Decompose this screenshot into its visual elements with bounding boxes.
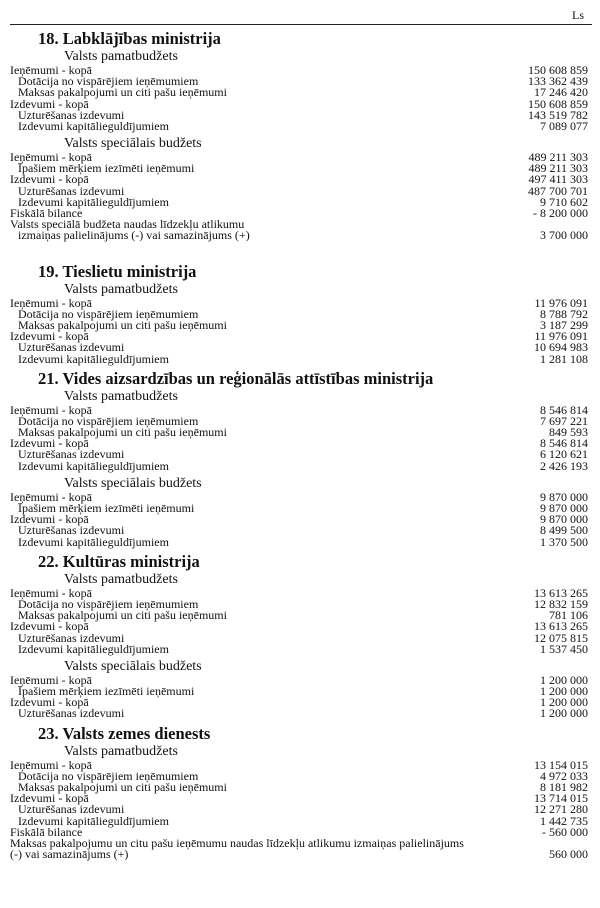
row-value: 1 281 108 [540, 351, 588, 366]
row-label: Ieņēmumi - kopā [10, 489, 92, 504]
budget-row [10, 427, 588, 438]
section-spacer [10, 242, 588, 262]
row-label: Izdevumi - kopā [10, 695, 89, 710]
row-label: Uzturēšanas izdevumi [18, 340, 125, 355]
budget-title: Valsts pamatbudžets [64, 49, 178, 64]
row-value: 9 870 000 [540, 489, 588, 504]
row-label: Izdevumi - kopā [10, 329, 89, 344]
row-value: 6 120 621 [540, 447, 588, 462]
row-value: 4 972 033 [540, 768, 588, 783]
ministry-title: 22. Kultūras ministrija [38, 551, 200, 571]
row-label: izmaiņas palielinājums (-) vai samazinājums (+) [18, 228, 250, 243]
row-value: 8 181 982 [540, 780, 588, 795]
budget-title: Valsts speciālais budžets [64, 136, 202, 152]
row-label: Maksas pakalpojumi un citi pašu ieņēmumi [18, 317, 227, 332]
row-value: 8 499 500 [540, 523, 588, 538]
row-label: Īpašiem mērķiem iezīmēti ieņēmumi [18, 501, 195, 516]
row-value: 12 271 280 [534, 802, 588, 817]
ministry-title: 19. Tieslietu ministrija [38, 261, 197, 281]
row-value: 8 546 814 [540, 402, 588, 417]
row-label: Dotācija no vispārējiem ieņēmumiem [18, 74, 199, 89]
currency-unit: Ls [572, 8, 584, 22]
row-label: Izdevumi kapitālieguldījumiem [18, 813, 169, 828]
row-value: 1 200 000 [540, 684, 588, 699]
row-value: 1 200 000 [540, 695, 588, 710]
budget-content [10, 29, 588, 860]
row-value: 13 714 015 [534, 791, 588, 806]
row-value: 11 976 091 [534, 329, 588, 344]
row-label: Uzturēšanas izdevumi [18, 183, 125, 198]
row-value: 7 697 221 [540, 413, 588, 428]
ministry-title: 21. Vides aizsardzības un reģionālās attīstības ministrija [38, 368, 434, 388]
row-label: Maksas pakalpojumi un citi pašu ieņēmumi [18, 85, 227, 100]
row-value: 1 537 450 [540, 641, 588, 656]
budget-row [10, 503, 588, 514]
row-label: Maksas pakalpojumu un citu pašu ieņēmumu naudas līdzekļu atlikumu izmaiņas palielinājums (-) vai samazinājums (+) [10, 835, 464, 861]
budget-row [10, 534, 588, 549]
budget-row [10, 163, 588, 174]
row-value: 1 200 000 [540, 706, 588, 721]
ministry-title: 23. Valsts zemes dienests [38, 723, 211, 743]
row-value: 10 694 983 [534, 340, 588, 355]
row-label: Ieņēmumi - kopā [10, 295, 92, 310]
row-label: Izdevumi kapitālieguldījumiem [18, 351, 169, 366]
row-value: 12 832 159 [534, 596, 588, 611]
row-value: 9 870 000 [540, 501, 588, 516]
budget-row [10, 782, 588, 793]
row-value: 2 426 193 [540, 458, 588, 473]
budget-row [10, 317, 588, 332]
budget-title: Valsts pamatbudžets [64, 743, 178, 759]
row-value: 8 546 814 [540, 436, 588, 451]
row-value: - 560 000 [542, 824, 588, 839]
row-value: 11 976 091 [534, 295, 588, 310]
ministry-section [10, 262, 588, 365]
row-label: Izdevumi - kopā [10, 172, 89, 187]
row-label: Izdevumi kapitālieguldījumiem [18, 534, 169, 549]
ministry-section [10, 552, 588, 720]
row-label: Dotācija no vispārējiem ieņēmumiem [18, 306, 199, 321]
row-value: 781 106 [549, 608, 588, 623]
row-value: - 8 200 000 [533, 206, 588, 221]
row-label: Ieņēmumi - kopā [10, 757, 92, 772]
row-label: Izdevumi kapitālieguldījumiem [18, 118, 169, 133]
row-label: Dotācija no vispārējiem ieņēmumiem [18, 413, 199, 428]
row-label: Uzturēšanas izdevumi [18, 523, 125, 538]
row-label: Uzturēšanas izdevumi [18, 107, 125, 122]
row-value: 13 154 015 [534, 757, 588, 772]
row-value: 560 000 [549, 846, 588, 861]
row-label: Dotācija no vispārējiem ieņēmumiem [18, 596, 199, 611]
row-value: 8 788 792 [540, 306, 588, 321]
row-value: 150 608 859 [528, 96, 588, 111]
budget-row [10, 610, 588, 621]
row-label: Izdevumi kapitālieguldījumiem [18, 641, 169, 656]
row-label: Maksas pakalpojumi un citi pašu ieņēmumi [18, 425, 227, 440]
budget-row [10, 706, 588, 721]
budget-row [10, 813, 588, 828]
row-label: Ieņēmumi - kopā [10, 672, 92, 687]
ministry-section [10, 724, 588, 860]
row-label: Fiskālā bilance [10, 824, 83, 839]
budget-row [10, 194, 588, 209]
row-value: 1 370 500 [540, 534, 588, 549]
row-label: Īpašiem mērķiem iezīmēti ieņēmumi [18, 161, 195, 176]
row-label: Izdevumi kapitālieguldījumiem [18, 458, 169, 473]
row-label: Uzturēšanas izdevumi [18, 630, 125, 645]
row-value: 1 442 735 [540, 813, 588, 828]
budget-title: Valsts pamatbudžets [64, 571, 178, 587]
row-label: Valsts speciālā budžeta naudas līdzekļu atlikumu [10, 217, 245, 232]
budget-title: Valsts pamatbudžets [64, 388, 178, 404]
budget-row [10, 686, 588, 697]
header-rule [10, 24, 592, 25]
row-value: 143 519 782 [528, 107, 588, 122]
row-label: Dotācija no vispārējiem ieņēmumiem [18, 768, 199, 783]
row-value: 497 411 303 [528, 172, 588, 187]
row-value: 489 211 303 [528, 161, 588, 176]
row-value: 17 246 420 [534, 85, 588, 100]
row-label: Izdevumi - kopā [10, 436, 89, 451]
row-label: Īpašiem mērķiem iezīmēti ieņēmumi [18, 684, 195, 699]
row-value: 7 089 077 [540, 118, 588, 133]
row-value: 3 187 299 [540, 317, 588, 332]
row-value: 849 593 [549, 425, 588, 440]
budget-title: Valsts speciālais budžets [64, 658, 202, 674]
row-value: 133 362 439 [528, 74, 588, 89]
row-label: Fiskālā bilance [10, 206, 83, 221]
budget-row [10, 351, 588, 366]
row-value: 487 700 701 [528, 183, 588, 198]
budget-title: Valsts pamatbudžets [64, 281, 178, 297]
row-label: Maksas pakalpojumi un citi pašu ieņēmumi [18, 608, 227, 623]
budget-row [10, 230, 588, 241]
budget-row [10, 87, 588, 98]
ministry-title: 18. Labklājības ministrija [38, 29, 221, 48]
row-value: 489 211 303 [528, 150, 588, 165]
budget-row [10, 458, 588, 473]
row-value: 12 075 815 [534, 630, 588, 645]
budget-row [10, 641, 588, 656]
row-value: 3 700 000 [540, 228, 588, 243]
row-value: 13 613 265 [534, 619, 588, 634]
row-label: Ieņēmumi - kopā [10, 585, 92, 600]
row-label: Izdevumi - kopā [10, 791, 89, 806]
row-label: Uzturēšanas izdevumi [18, 447, 125, 462]
ministry-section [10, 369, 588, 548]
row-value: 9 870 000 [540, 512, 588, 527]
row-label: Ieņēmumi - kopā [10, 62, 92, 77]
row-label: Izdevumi - kopā [10, 619, 89, 634]
row-value: 1 200 000 [540, 672, 588, 687]
row-value: 9 710 602 [540, 194, 588, 209]
row-label: Ieņēmumi - kopā [10, 150, 92, 165]
row-label: Izdevumi - kopā [10, 96, 89, 111]
row-label: Uzturēšanas izdevumi [18, 706, 125, 721]
budget-title: Valsts speciālais budžets [64, 475, 202, 491]
row-label: Izdevumi kapitālieguldījumiem [18, 194, 169, 209]
row-value: 13 613 265 [534, 585, 588, 600]
row-value: 150 608 859 [528, 62, 588, 77]
row-label: Uzturēšanas izdevumi [18, 802, 125, 817]
ministry-section [10, 29, 588, 242]
row-label: Ieņēmumi - kopā [10, 402, 92, 417]
budget-row [10, 835, 588, 861]
budget-row [10, 118, 588, 133]
row-label: Izdevumi - kopā [10, 512, 89, 527]
row-label: Maksas pakalpojumi un citi pašu ieņēmumi [18, 780, 227, 795]
